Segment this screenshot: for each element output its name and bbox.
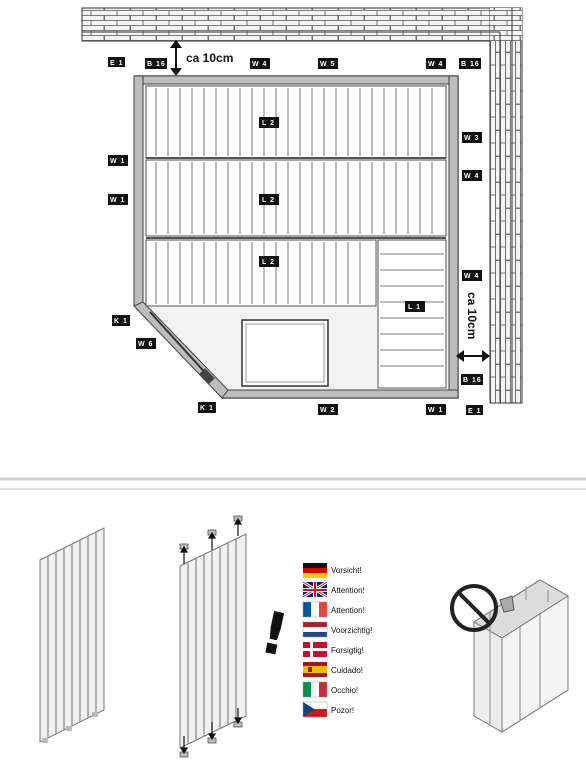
panel-detail <box>474 580 568 732</box>
bench-l1 <box>378 240 446 388</box>
sauna-floor-plan <box>134 76 458 398</box>
flag-gb-icon <box>303 582 327 597</box>
flag-de-icon <box>303 563 327 578</box>
label-k1-left <box>112 315 130 326</box>
flag-it-icon <box>303 682 327 697</box>
label-b16-bottom-right <box>461 374 483 385</box>
label-w4-top-right <box>426 58 446 69</box>
flag-nl-icon <box>303 622 327 637</box>
warning-text-it: Occhio! <box>331 686 359 695</box>
svg-text:E 1: E 1 <box>468 408 482 415</box>
svg-text:L 2: L 2 <box>262 259 275 266</box>
label-w1-bottom <box>426 404 446 415</box>
svg-text:W 1: W 1 <box>428 407 444 414</box>
section-divider <box>0 479 586 489</box>
svg-text:W 3: W 3 <box>464 135 480 142</box>
svg-text:W 2: W 2 <box>320 407 336 414</box>
wall-panel-middle <box>180 516 246 757</box>
label-w5-top <box>318 58 338 69</box>
stove-area <box>242 320 328 386</box>
flag-cz-icon <box>303 702 327 717</box>
warning-text-nl: Voorzichtig! <box>331 626 373 635</box>
svg-text:W 5: W 5 <box>320 61 336 68</box>
svg-text:L 1: L 1 <box>408 304 421 311</box>
warning-text-gb: Attention! <box>331 586 365 595</box>
svg-text:W 4: W 4 <box>464 273 480 280</box>
svg-text:W 1: W 1 <box>110 197 126 204</box>
label-w4-right-lower <box>462 270 482 281</box>
label-w3-right <box>462 132 482 143</box>
flag-dk-icon <box>303 642 327 657</box>
right-dimension-text: ca 10cm <box>465 292 479 340</box>
svg-text:B 16: B 16 <box>463 377 482 384</box>
label-l2-top <box>259 117 279 128</box>
right-gap-dimension <box>456 292 490 362</box>
label-w2 <box>318 404 338 415</box>
flag-es-icon <box>303 662 327 677</box>
svg-text:B 16: B 16 <box>461 61 480 68</box>
wall-panel-left <box>40 528 104 743</box>
svg-text:E 1: E 1 <box>110 60 124 67</box>
label-l2-bottom <box>259 256 279 267</box>
svg-text:W 6: W 6 <box>138 341 154 348</box>
label-e1-bottom <box>466 405 483 415</box>
flag-fr-icon <box>303 602 327 617</box>
warning-text-fr: Attention! <box>331 606 365 615</box>
label-b16-top-right <box>459 58 481 69</box>
top-dimension-text: ca 10cm <box>186 51 234 65</box>
warnings-list <box>303 563 372 717</box>
warning-text-dk: Forsigtig! <box>331 646 364 655</box>
svg-text:L 2: L 2 <box>262 120 275 127</box>
warning-text-es: Cuidado! <box>331 666 364 675</box>
label-l2-mid <box>259 194 279 205</box>
warning-exclamation: ! <box>254 597 295 670</box>
svg-text:K 1: K 1 <box>200 405 214 412</box>
svg-text:K 1: K 1 <box>114 318 128 325</box>
top-gap-dimension <box>170 40 233 76</box>
label-w4-right <box>462 170 482 181</box>
svg-text:L 2: L 2 <box>262 197 275 204</box>
label-w1-left-upper <box>108 155 128 166</box>
svg-text:B 16: B 16 <box>147 61 166 68</box>
label-b16-top-left <box>145 58 167 69</box>
label-w4-top-left <box>250 58 270 69</box>
svg-text:W 4: W 4 <box>252 61 268 68</box>
warning-text-cz: Pozor! <box>331 706 355 715</box>
label-e1-top <box>108 57 125 67</box>
label-w1-left-lower <box>108 194 128 205</box>
svg-text:W 4: W 4 <box>428 61 444 68</box>
warning-text-de: Vorsicht! <box>331 566 362 575</box>
label-k1-bottom <box>198 402 216 413</box>
svg-text:W 1: W 1 <box>110 158 126 165</box>
label-w6 <box>136 338 156 349</box>
label-l1 <box>405 301 425 312</box>
svg-text:W 4: W 4 <box>464 173 480 180</box>
